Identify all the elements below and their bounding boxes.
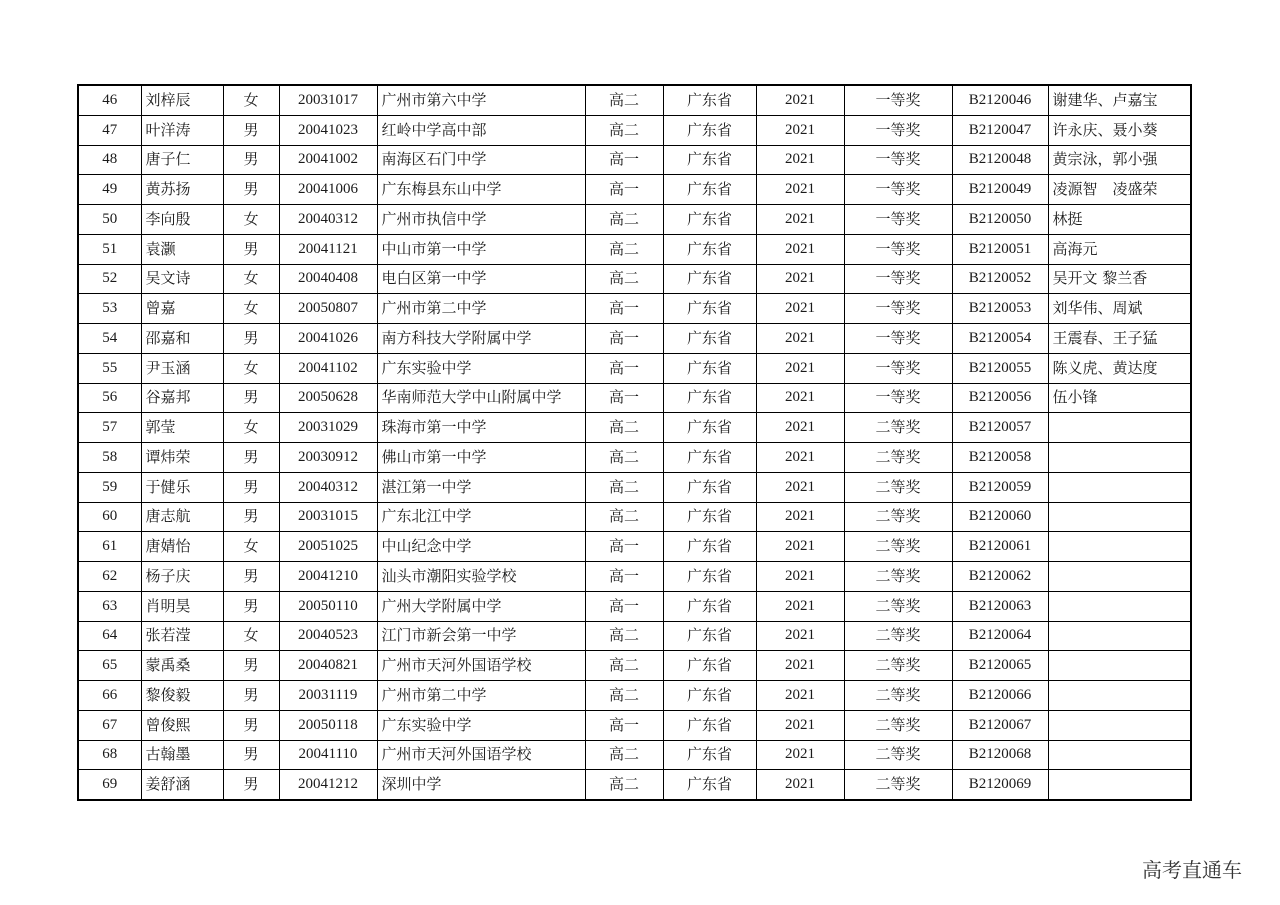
cell-school: 广东梅县东山中学 <box>377 175 585 205</box>
cell-grade: 高二 <box>585 85 663 115</box>
cell-teacher <box>1048 413 1191 443</box>
cell-number: 64 <box>78 621 141 651</box>
cell-name: 于健乐 <box>141 472 223 502</box>
cell-teacher: 谢建华、卢嘉宝 <box>1048 85 1191 115</box>
cell-teacher: 凌源智 凌盛荣 <box>1048 175 1191 205</box>
cell-province: 广东省 <box>663 681 756 711</box>
cell-gender: 男 <box>223 175 279 205</box>
cell-province: 广东省 <box>663 85 756 115</box>
cell-number: 48 <box>78 145 141 175</box>
cell-number: 50 <box>78 205 141 235</box>
cell-grade: 高二 <box>585 651 663 681</box>
cell-gender: 男 <box>223 710 279 740</box>
cell-name: 曾俊熙 <box>141 710 223 740</box>
cell-award: 二等奖 <box>844 413 952 443</box>
cell-teacher <box>1048 740 1191 770</box>
cell-name: 黄苏扬 <box>141 175 223 205</box>
cell-certificate: B2120062 <box>952 562 1048 592</box>
cell-number: 51 <box>78 234 141 264</box>
cell-name: 郭莹 <box>141 413 223 443</box>
cell-certificate: B2120066 <box>952 681 1048 711</box>
cell-name: 姜舒涵 <box>141 770 223 800</box>
cell-province: 广东省 <box>663 770 756 800</box>
cell-certificate: B2120056 <box>952 383 1048 413</box>
cell-name: 唐子仁 <box>141 145 223 175</box>
cell-teacher <box>1048 681 1191 711</box>
cell-award: 二等奖 <box>844 472 952 502</box>
cell-award: 二等奖 <box>844 740 952 770</box>
cell-certificate: B2120049 <box>952 175 1048 205</box>
table-row <box>78 502 1191 532</box>
cell-school: 广州市第六中学 <box>377 85 585 115</box>
cell-school: 珠海市第一中学 <box>377 413 585 443</box>
cell-number: 62 <box>78 562 141 592</box>
cell-name: 唐婧怡 <box>141 532 223 562</box>
award-table <box>77 84 1192 801</box>
cell-year: 2021 <box>756 532 844 562</box>
cell-year: 2021 <box>756 175 844 205</box>
cell-id: 20041006 <box>279 175 377 205</box>
table-row <box>78 740 1191 770</box>
cell-grade: 高二 <box>585 234 663 264</box>
cell-grade: 高一 <box>585 294 663 324</box>
cell-province: 广东省 <box>663 145 756 175</box>
cell-name: 谷嘉邦 <box>141 383 223 413</box>
cell-year: 2021 <box>756 115 844 145</box>
cell-id: 20041102 <box>279 353 377 383</box>
cell-year: 2021 <box>756 413 844 443</box>
cell-number: 54 <box>78 324 141 354</box>
cell-grade: 高二 <box>585 115 663 145</box>
cell-gender: 女 <box>223 353 279 383</box>
cell-id: 20041212 <box>279 770 377 800</box>
cell-award: 二等奖 <box>844 443 952 473</box>
cell-certificate: B2120046 <box>952 85 1048 115</box>
cell-province: 广东省 <box>663 740 756 770</box>
cell-certificate: B2120052 <box>952 264 1048 294</box>
cell-certificate: B2120054 <box>952 324 1048 354</box>
cell-award: 二等奖 <box>844 532 952 562</box>
cell-teacher <box>1048 472 1191 502</box>
cell-school: 中山纪念中学 <box>377 532 585 562</box>
cell-award: 二等奖 <box>844 710 952 740</box>
cell-gender: 男 <box>223 651 279 681</box>
cell-id: 20031015 <box>279 502 377 532</box>
cell-award: 一等奖 <box>844 294 952 324</box>
cell-province: 广东省 <box>663 294 756 324</box>
cell-school: 广州市第二中学 <box>377 681 585 711</box>
cell-gender: 女 <box>223 294 279 324</box>
table-row <box>78 651 1191 681</box>
cell-province: 广东省 <box>663 710 756 740</box>
cell-gender: 男 <box>223 383 279 413</box>
table-row <box>78 85 1191 115</box>
cell-year: 2021 <box>756 353 844 383</box>
cell-teacher: 吴开文 黎兰香 <box>1048 264 1191 294</box>
cell-teacher <box>1048 710 1191 740</box>
cell-gender: 女 <box>223 264 279 294</box>
cell-id: 20031017 <box>279 85 377 115</box>
cell-grade: 高二 <box>585 443 663 473</box>
cell-id: 20051025 <box>279 532 377 562</box>
cell-name: 叶洋涛 <box>141 115 223 145</box>
cell-id: 20040312 <box>279 472 377 502</box>
cell-number: 59 <box>78 472 141 502</box>
cell-id: 20050628 <box>279 383 377 413</box>
cell-name: 李向殷 <box>141 205 223 235</box>
cell-name: 肖明昊 <box>141 591 223 621</box>
cell-year: 2021 <box>756 443 844 473</box>
cell-number: 65 <box>78 651 141 681</box>
cell-teacher <box>1048 532 1191 562</box>
cell-grade: 高二 <box>585 472 663 502</box>
table-row <box>78 621 1191 651</box>
cell-certificate: B2120051 <box>952 234 1048 264</box>
cell-year: 2021 <box>756 294 844 324</box>
cell-school: 广州大学附属中学 <box>377 591 585 621</box>
cell-school: 广州市第二中学 <box>377 294 585 324</box>
cell-province: 广东省 <box>663 621 756 651</box>
cell-teacher: 林挺 <box>1048 205 1191 235</box>
cell-grade: 高二 <box>585 264 663 294</box>
cell-province: 广东省 <box>663 175 756 205</box>
cell-teacher <box>1048 651 1191 681</box>
cell-year: 2021 <box>756 591 844 621</box>
cell-gender: 女 <box>223 205 279 235</box>
cell-gender: 男 <box>223 770 279 800</box>
cell-school: 深圳中学 <box>377 770 585 800</box>
cell-gender: 男 <box>223 234 279 264</box>
cell-province: 广东省 <box>663 472 756 502</box>
table-row <box>78 353 1191 383</box>
cell-certificate: B2120061 <box>952 532 1048 562</box>
cell-id: 20041121 <box>279 234 377 264</box>
cell-grade: 高二 <box>585 502 663 532</box>
cell-name: 袁灏 <box>141 234 223 264</box>
cell-year: 2021 <box>756 621 844 651</box>
cell-number: 56 <box>78 383 141 413</box>
cell-year: 2021 <box>756 145 844 175</box>
cell-award: 一等奖 <box>844 175 952 205</box>
cell-id: 20040408 <box>279 264 377 294</box>
table-row <box>78 205 1191 235</box>
cell-number: 46 <box>78 85 141 115</box>
cell-number: 61 <box>78 532 141 562</box>
cell-province: 广东省 <box>663 353 756 383</box>
cell-teacher <box>1048 562 1191 592</box>
cell-number: 60 <box>78 502 141 532</box>
table-row <box>78 115 1191 145</box>
cell-gender: 男 <box>223 145 279 175</box>
table-row <box>78 294 1191 324</box>
cell-id: 20050118 <box>279 710 377 740</box>
cell-id: 20041023 <box>279 115 377 145</box>
table-row <box>78 413 1191 443</box>
cell-school: 华南师范大学中山附属中学 <box>377 383 585 413</box>
cell-award: 一等奖 <box>844 85 952 115</box>
cell-award: 二等奖 <box>844 770 952 800</box>
cell-grade: 高一 <box>585 591 663 621</box>
cell-teacher: 高海元 <box>1048 234 1191 264</box>
cell-province: 广东省 <box>663 562 756 592</box>
cell-grade: 高一 <box>585 383 663 413</box>
cell-award: 一等奖 <box>844 383 952 413</box>
cell-award: 二等奖 <box>844 651 952 681</box>
cell-year: 2021 <box>756 740 844 770</box>
cell-school: 中山市第一中学 <box>377 234 585 264</box>
cell-gender: 男 <box>223 562 279 592</box>
cell-id: 20041026 <box>279 324 377 354</box>
table-row <box>78 681 1191 711</box>
cell-grade: 高二 <box>585 413 663 443</box>
table-row <box>78 175 1191 205</box>
table-row <box>78 145 1191 175</box>
table-row <box>78 591 1191 621</box>
cell-number: 66 <box>78 681 141 711</box>
cell-grade: 高一 <box>585 353 663 383</box>
cell-teacher: 陈义虎、黄达度 <box>1048 353 1191 383</box>
cell-year: 2021 <box>756 324 844 354</box>
cell-certificate: B2120068 <box>952 740 1048 770</box>
cell-number: 67 <box>78 710 141 740</box>
cell-name: 尹玉涵 <box>141 353 223 383</box>
cell-name: 曾嘉 <box>141 294 223 324</box>
cell-certificate: B2120050 <box>952 205 1048 235</box>
cell-award: 一等奖 <box>844 115 952 145</box>
cell-province: 广东省 <box>663 383 756 413</box>
cell-name: 唐志航 <box>141 502 223 532</box>
cell-year: 2021 <box>756 502 844 532</box>
cell-award: 一等奖 <box>844 324 952 354</box>
cell-number: 57 <box>78 413 141 443</box>
cell-number: 49 <box>78 175 141 205</box>
cell-name: 蒙禹桑 <box>141 651 223 681</box>
cell-name: 黎俊毅 <box>141 681 223 711</box>
cell-year: 2021 <box>756 562 844 592</box>
cell-id: 20050807 <box>279 294 377 324</box>
cell-teacher: 许永庆、聂小葵 <box>1048 115 1191 145</box>
cell-school: 广州市天河外国语学校 <box>377 740 585 770</box>
cell-certificate: B2120053 <box>952 294 1048 324</box>
cell-grade: 高一 <box>585 324 663 354</box>
table-row <box>78 383 1191 413</box>
cell-award: 二等奖 <box>844 681 952 711</box>
cell-gender: 男 <box>223 115 279 145</box>
cell-province: 广东省 <box>663 443 756 473</box>
cell-teacher: 王震春、王子猛 <box>1048 324 1191 354</box>
cell-teacher: 伍小锋 <box>1048 383 1191 413</box>
cell-grade: 高一 <box>585 145 663 175</box>
table-row <box>78 264 1191 294</box>
cell-id: 20040523 <box>279 621 377 651</box>
cell-year: 2021 <box>756 651 844 681</box>
cell-school: 广东实验中学 <box>377 710 585 740</box>
cell-id: 20030912 <box>279 443 377 473</box>
cell-id: 20040312 <box>279 205 377 235</box>
cell-grade: 高一 <box>585 175 663 205</box>
cell-province: 广东省 <box>663 234 756 264</box>
table-row <box>78 234 1191 264</box>
cell-award: 一等奖 <box>844 353 952 383</box>
cell-school: 广东北江中学 <box>377 502 585 532</box>
cell-year: 2021 <box>756 710 844 740</box>
cell-school: 广州市天河外国语学校 <box>377 651 585 681</box>
cell-teacher <box>1048 443 1191 473</box>
cell-gender: 女 <box>223 413 279 443</box>
cell-id: 20050110 <box>279 591 377 621</box>
cell-school: 湛江第一中学 <box>377 472 585 502</box>
cell-name: 古翰墨 <box>141 740 223 770</box>
cell-award: 二等奖 <box>844 502 952 532</box>
table-row <box>78 472 1191 502</box>
cell-certificate: B2120067 <box>952 710 1048 740</box>
cell-gender: 男 <box>223 472 279 502</box>
cell-year: 2021 <box>756 383 844 413</box>
cell-certificate: B2120064 <box>952 621 1048 651</box>
table-row <box>78 710 1191 740</box>
cell-grade: 高二 <box>585 621 663 651</box>
cell-teacher: 刘华伟、周斌 <box>1048 294 1191 324</box>
cell-certificate: B2120048 <box>952 145 1048 175</box>
cell-school: 江门市新会第一中学 <box>377 621 585 651</box>
cell-year: 2021 <box>756 205 844 235</box>
cell-grade: 高一 <box>585 710 663 740</box>
cell-gender: 男 <box>223 443 279 473</box>
cell-gender: 女 <box>223 621 279 651</box>
cell-id: 20041210 <box>279 562 377 592</box>
cell-certificate: B2120069 <box>952 770 1048 800</box>
cell-province: 广东省 <box>663 324 756 354</box>
table-row <box>78 770 1191 800</box>
table-body <box>78 85 1191 800</box>
cell-grade: 高一 <box>585 562 663 592</box>
cell-award: 一等奖 <box>844 145 952 175</box>
cell-gender: 男 <box>223 681 279 711</box>
cell-year: 2021 <box>756 264 844 294</box>
cell-gender: 男 <box>223 502 279 532</box>
table-row <box>78 562 1191 592</box>
cell-number: 47 <box>78 115 141 145</box>
cell-award: 二等奖 <box>844 591 952 621</box>
cell-school: 南方科技大学附属中学 <box>377 324 585 354</box>
cell-year: 2021 <box>756 681 844 711</box>
table-row <box>78 324 1191 354</box>
cell-name: 张若滢 <box>141 621 223 651</box>
cell-certificate: B2120065 <box>952 651 1048 681</box>
cell-number: 55 <box>78 353 141 383</box>
cell-name: 刘梓辰 <box>141 85 223 115</box>
cell-id: 20040821 <box>279 651 377 681</box>
cell-province: 广东省 <box>663 413 756 443</box>
cell-school: 汕头市潮阳实验学校 <box>377 562 585 592</box>
cell-school: 佛山市第一中学 <box>377 443 585 473</box>
cell-gender: 男 <box>223 324 279 354</box>
cell-number: 68 <box>78 740 141 770</box>
cell-number: 53 <box>78 294 141 324</box>
cell-gender: 男 <box>223 591 279 621</box>
watermark-text: 高考直通车 <box>1142 858 1242 882</box>
cell-award: 一等奖 <box>844 264 952 294</box>
cell-gender: 女 <box>223 532 279 562</box>
cell-award: 一等奖 <box>844 234 952 264</box>
cell-province: 广东省 <box>663 532 756 562</box>
cell-name: 邵嘉和 <box>141 324 223 354</box>
cell-province: 广东省 <box>663 205 756 235</box>
cell-teacher <box>1048 502 1191 532</box>
cell-award: 一等奖 <box>844 205 952 235</box>
cell-grade: 高二 <box>585 770 663 800</box>
cell-number: 63 <box>78 591 141 621</box>
cell-year: 2021 <box>756 472 844 502</box>
cell-number: 58 <box>78 443 141 473</box>
cell-grade: 高二 <box>585 205 663 235</box>
cell-name: 杨子庆 <box>141 562 223 592</box>
cell-gender: 男 <box>223 740 279 770</box>
cell-year: 2021 <box>756 770 844 800</box>
cell-certificate: B2120047 <box>952 115 1048 145</box>
cell-id: 20041002 <box>279 145 377 175</box>
cell-grade: 高二 <box>585 740 663 770</box>
cell-name: 谭炜荣 <box>141 443 223 473</box>
cell-school: 广州市执信中学 <box>377 205 585 235</box>
cell-province: 广东省 <box>663 115 756 145</box>
cell-teacher <box>1048 770 1191 800</box>
cell-school: 红岭中学高中部 <box>377 115 585 145</box>
table-row <box>78 443 1191 473</box>
cell-certificate: B2120055 <box>952 353 1048 383</box>
cell-certificate: B2120058 <box>952 443 1048 473</box>
cell-province: 广东省 <box>663 651 756 681</box>
cell-certificate: B2120057 <box>952 413 1048 443</box>
cell-school: 电白区第一中学 <box>377 264 585 294</box>
cell-gender: 女 <box>223 85 279 115</box>
cell-teacher: 黄宗泳，郭小强 <box>1048 145 1191 175</box>
cell-grade: 高二 <box>585 681 663 711</box>
cell-teacher <box>1048 591 1191 621</box>
cell-year: 2021 <box>756 234 844 264</box>
cell-province: 广东省 <box>663 264 756 294</box>
cell-grade: 高一 <box>585 532 663 562</box>
cell-teacher <box>1048 621 1191 651</box>
cell-award: 二等奖 <box>844 621 952 651</box>
cell-school: 南海区石门中学 <box>377 145 585 175</box>
cell-certificate: B2120060 <box>952 502 1048 532</box>
cell-award: 二等奖 <box>844 562 952 592</box>
cell-id: 20031029 <box>279 413 377 443</box>
cell-number: 52 <box>78 264 141 294</box>
cell-certificate: B2120059 <box>952 472 1048 502</box>
cell-school: 广东实验中学 <box>377 353 585 383</box>
cell-id: 20031119 <box>279 681 377 711</box>
cell-name: 吴文诗 <box>141 264 223 294</box>
cell-province: 广东省 <box>663 591 756 621</box>
cell-number: 69 <box>78 770 141 800</box>
cell-id: 20041110 <box>279 740 377 770</box>
table-row <box>78 532 1191 562</box>
cell-certificate: B2120063 <box>952 591 1048 621</box>
cell-year: 2021 <box>756 85 844 115</box>
cell-province: 广东省 <box>663 502 756 532</box>
